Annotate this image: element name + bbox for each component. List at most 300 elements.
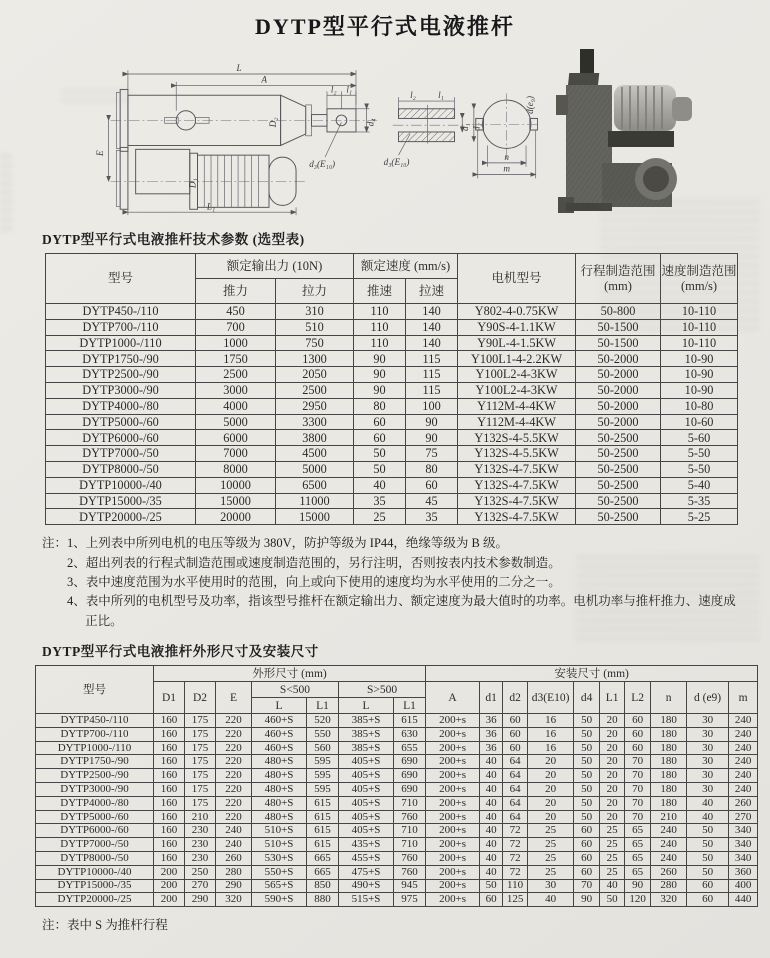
value-cell: 5000 — [196, 414, 276, 430]
col-model: 型号 — [36, 666, 154, 714]
value-cell: 40 — [480, 852, 503, 866]
value-cell: 20 — [600, 741, 625, 755]
value-cell: 405+S — [339, 824, 394, 838]
value-cell: 595 — [307, 783, 339, 797]
value-cell: 480+S — [252, 783, 307, 797]
value-cell: Y100L2-4-3KW — [458, 382, 576, 398]
value-cell: 60 — [503, 741, 528, 755]
value-cell: 160 — [154, 755, 185, 769]
value-cell: Y132S-4-7.5KW — [458, 477, 576, 493]
value-cell: 595 — [307, 769, 339, 783]
photo-side-lug — [556, 95, 568, 115]
value-cell: 40 — [600, 879, 625, 893]
value-cell: 175 — [185, 783, 216, 797]
table-row — [46, 351, 738, 367]
value-cell: 60 — [574, 865, 600, 879]
value-cell: 240 — [729, 755, 758, 769]
table-row — [46, 382, 738, 398]
value-cell: 5-25 — [661, 509, 738, 525]
value-cell: 220 — [216, 783, 252, 797]
value-cell: 530+S — [252, 852, 307, 866]
value-cell: 280 — [651, 879, 687, 893]
model-cell: DYTP700-/110 — [46, 319, 196, 335]
value-cell: 240 — [729, 741, 758, 755]
model-cell: DYTP2500-/90 — [36, 769, 154, 783]
value-cell: 110 — [354, 335, 406, 351]
value-cell: 100 — [406, 398, 458, 414]
model-cell: DYTP7000-/50 — [36, 838, 154, 852]
model-cell: DYTP1000-/110 — [36, 741, 154, 755]
dim-label-E: E — [94, 150, 105, 157]
value-cell: 20 — [600, 727, 625, 741]
value-cell: 30 — [687, 741, 729, 755]
model-cell: DYTP450-/110 — [36, 714, 154, 728]
value-cell: 25 — [528, 824, 574, 838]
table-row — [36, 769, 758, 783]
value-cell: 115 — [406, 382, 458, 398]
col-d2: d2 — [503, 682, 528, 714]
value-cell: 210 — [651, 810, 687, 824]
model-cell: DYTP3000-/90 — [36, 783, 154, 797]
value-cell: 60 — [503, 714, 528, 728]
col-m: m — [729, 682, 758, 714]
value-cell: 36 — [480, 727, 503, 741]
value-cell: 10-110 — [661, 304, 738, 320]
value-cell: 510+S — [252, 824, 307, 838]
dim-label-d4: d₄ — [365, 118, 376, 127]
value-cell: 2500 — [276, 382, 354, 398]
notes-block — [42, 534, 748, 631]
value-cell: 45 — [406, 493, 458, 509]
value-cell: 6000 — [196, 430, 276, 446]
value-cell: 200+s — [426, 769, 480, 783]
value-cell: 550+S — [252, 865, 307, 879]
value-cell: 175 — [185, 755, 216, 769]
value-cell: 30 — [687, 727, 729, 741]
model-cell: DYTP6000-/60 — [46, 430, 196, 446]
value-cell: 240 — [729, 714, 758, 728]
value-cell: 435+S — [339, 838, 394, 852]
value-cell: 16 — [528, 741, 574, 755]
stroke-footnote: 注：表中 S 为推杆行程 — [42, 918, 168, 933]
value-cell: 385+S — [339, 727, 394, 741]
lower-flange-plate — [116, 150, 120, 206]
value-cell: 3000 — [196, 382, 276, 398]
value-cell: 64 — [503, 769, 528, 783]
col-push-speed: 推速 — [354, 279, 406, 304]
value-cell: 160 — [154, 727, 185, 741]
value-cell: 385+S — [339, 741, 394, 755]
col-L-gt: L — [339, 698, 394, 714]
selection-table-body — [46, 304, 738, 525]
col-L2: L2 — [625, 682, 651, 714]
value-cell: 110 — [503, 879, 528, 893]
value-cell: 240 — [216, 838, 252, 852]
value-cell: 200+s — [426, 893, 480, 907]
model-cell: DYTP8000-/50 — [46, 461, 196, 477]
value-cell: 690 — [394, 769, 426, 783]
value-cell: 50-2000 — [576, 382, 661, 398]
col-pull-speed: 拉速 — [406, 279, 458, 304]
value-cell: 5-50 — [661, 461, 738, 477]
photo-motor — [614, 85, 676, 131]
dim-label-l1: l₁ — [346, 84, 353, 95]
value-cell: 405+S — [339, 755, 394, 769]
value-cell: 60 — [625, 714, 651, 728]
table-row — [36, 810, 758, 824]
dim-label-L1: L₁ — [206, 201, 216, 212]
value-cell: 240 — [729, 769, 758, 783]
figure-row — [0, 41, 770, 219]
photo-pushrod-unit — [556, 49, 692, 213]
table-row — [46, 319, 738, 335]
value-cell: 460+S — [252, 727, 307, 741]
model-cell: DYTP4000-/80 — [36, 796, 154, 810]
value-cell: 2950 — [276, 398, 354, 414]
value-cell: 50 — [687, 838, 729, 852]
value-cell: 480+S — [252, 769, 307, 783]
value-cell: 175 — [185, 741, 216, 755]
value-cell: 230 — [185, 824, 216, 838]
col-d-e9: d (e9) — [687, 682, 729, 714]
value-cell: 515+S — [339, 893, 394, 907]
value-cell: 240 — [651, 824, 687, 838]
value-cell: 250 — [185, 865, 216, 879]
value-cell: 200 — [154, 879, 185, 893]
value-cell: 90 — [574, 893, 600, 907]
value-cell: Y132S-4-7.5KW — [458, 493, 576, 509]
value-cell: 50-2000 — [576, 398, 661, 414]
value-cell: 90 — [354, 367, 406, 383]
value-cell: 35 — [406, 509, 458, 525]
value-cell: 50 — [574, 714, 600, 728]
value-cell: 20 — [528, 796, 574, 810]
col-L1-lt: L1 — [307, 698, 339, 714]
value-cell: 60 — [503, 727, 528, 741]
value-cell: 180 — [651, 783, 687, 797]
table-row — [46, 430, 738, 446]
value-cell: 175 — [185, 769, 216, 783]
col-d3E10: d3(E10) — [528, 682, 574, 714]
value-cell: 510+S — [252, 838, 307, 852]
value-cell: 20 — [600, 796, 625, 810]
value-cell: 480+S — [252, 810, 307, 824]
table-row — [36, 879, 758, 893]
value-cell: 405+S — [339, 810, 394, 824]
value-cell: 2500 — [196, 367, 276, 383]
value-cell: 20 — [600, 810, 625, 824]
value-cell: 50 — [354, 446, 406, 462]
value-cell: 25 — [528, 852, 574, 866]
value-cell: 220 — [216, 769, 252, 783]
dim-label-de9: d(e₉) — [524, 95, 535, 114]
value-cell: 125 — [503, 893, 528, 907]
value-cell: 40 — [687, 810, 729, 824]
value-cell: 3800 — [276, 430, 354, 446]
value-cell: 450 — [196, 304, 276, 320]
value-cell: 180 — [651, 769, 687, 783]
col-D2: D2 — [185, 682, 216, 714]
value-cell: 360 — [729, 865, 758, 879]
note-item: 1、上列表中所列电机的电压等级为 380V，防护等级为 IP44，绝缘等级为 B 级。 — [67, 536, 508, 551]
value-cell: 50 — [687, 852, 729, 866]
value-cell: 520 — [307, 714, 339, 728]
value-cell: 210 — [185, 810, 216, 824]
value-cell: 565+S — [252, 879, 307, 893]
value-cell: 945 — [394, 879, 426, 893]
value-cell: 64 — [503, 810, 528, 824]
value-cell: 180 — [651, 796, 687, 810]
col-group-rated-speed: 额定速度 (mm/s) — [354, 254, 458, 279]
value-cell: 5000 — [276, 461, 354, 477]
value-cell: 40 — [480, 865, 503, 879]
value-cell: 25 — [528, 838, 574, 852]
photo-motor-collar — [608, 131, 674, 147]
dimensions-table — [35, 665, 758, 907]
value-cell: Y112M-4-4KW — [458, 414, 576, 430]
detail-label-l1: l₁ — [438, 90, 444, 101]
value-cell: 115 — [406, 367, 458, 383]
value-cell: 710 — [394, 796, 426, 810]
value-cell: 60 — [625, 727, 651, 741]
table-row — [36, 755, 758, 769]
value-cell: 35 — [354, 493, 406, 509]
value-cell: 615 — [307, 796, 339, 810]
value-cell: 240 — [729, 727, 758, 741]
table-row — [36, 714, 758, 728]
dim-label-L: L — [236, 63, 242, 74]
value-cell: 240 — [729, 783, 758, 797]
value-cell: 690 — [394, 755, 426, 769]
value-cell: 630 — [394, 727, 426, 741]
value-cell: 220 — [216, 714, 252, 728]
value-cell: 10000 — [196, 477, 276, 493]
value-cell: 50 — [480, 879, 503, 893]
value-cell: 60 — [406, 477, 458, 493]
value-cell: 200+s — [426, 824, 480, 838]
value-cell: Y132S-4-7.5KW — [458, 461, 576, 477]
value-cell: 50-2500 — [576, 477, 661, 493]
model-cell: DYTP700-/110 — [36, 727, 154, 741]
table-row — [46, 335, 738, 351]
value-cell: 60 — [574, 852, 600, 866]
col-group-outline: 外形尺寸 (mm) — [154, 666, 426, 682]
value-cell: 200+s — [426, 741, 480, 755]
value-cell: Y132S-4-5.5KW — [458, 446, 576, 462]
model-cell: DYTP10000-/40 — [46, 477, 196, 493]
value-cell: 160 — [154, 783, 185, 797]
value-cell: 460+S — [252, 714, 307, 728]
dimensions-table-head — [36, 666, 758, 714]
model-cell: DYTP20000-/25 — [46, 509, 196, 525]
dim-label-D2: D₂ — [267, 117, 278, 128]
col-push-force: 推力 — [196, 279, 276, 304]
value-cell: 405+S — [339, 783, 394, 797]
table-row — [36, 852, 758, 866]
notes-list — [67, 534, 748, 631]
value-cell: 220 — [216, 810, 252, 824]
value-cell: 615 — [307, 838, 339, 852]
value-cell: 290 — [185, 893, 216, 907]
value-cell: 180 — [651, 727, 687, 741]
value-cell: 175 — [185, 796, 216, 810]
value-cell: 750 — [276, 335, 354, 351]
speed-range-line2: (mm/s) — [680, 278, 718, 293]
value-cell: Y90L-4-1.5KW — [458, 335, 576, 351]
value-cell: 60 — [574, 824, 600, 838]
col-L1: L1 — [600, 682, 625, 714]
value-cell: 64 — [503, 796, 528, 810]
value-cell: 50-2000 — [576, 414, 661, 430]
value-cell: 65 — [625, 852, 651, 866]
table-row — [36, 783, 758, 797]
value-cell: 25 — [600, 852, 625, 866]
table-row — [36, 727, 758, 741]
value-cell: 4500 — [276, 446, 354, 462]
value-cell: 220 — [216, 727, 252, 741]
value-cell: 65 — [625, 838, 651, 852]
value-cell: 460+S — [252, 741, 307, 755]
value-cell: 200 — [154, 893, 185, 907]
value-cell: 340 — [729, 852, 758, 866]
value-cell: 50-800 — [576, 304, 661, 320]
value-cell: 480+S — [252, 755, 307, 769]
value-cell: 160 — [154, 714, 185, 728]
value-cell: 40 — [480, 810, 503, 824]
value-cell: 64 — [503, 755, 528, 769]
value-cell: 30 — [687, 755, 729, 769]
stroke-range-line1: 行程制造范围 — [580, 264, 656, 279]
table-row — [36, 838, 758, 852]
value-cell: 10-80 — [661, 398, 738, 414]
col-L-lt: L — [252, 698, 307, 714]
value-cell: 110 — [354, 304, 406, 320]
model-cell: DYTP8000-/50 — [36, 852, 154, 866]
value-cell: 16 — [528, 714, 574, 728]
value-cell: 11000 — [276, 493, 354, 509]
value-cell: 40 — [480, 783, 503, 797]
value-cell: 50 — [574, 727, 600, 741]
value-cell: 270 — [185, 879, 216, 893]
value-cell: 200+s — [426, 852, 480, 866]
col-pull-force: 拉力 — [276, 279, 354, 304]
value-cell: 60 — [625, 741, 651, 755]
col-A: A — [426, 682, 480, 714]
photo-rod-tip — [580, 49, 594, 75]
table-row — [46, 367, 738, 383]
note-item: 3、表中速度范围为水平使用时的范围，向上或向下使用的速度均为水平使用的二分之一。 — [67, 574, 561, 589]
model-cell: DYTP1750-/90 — [46, 351, 196, 367]
value-cell: 6500 — [276, 477, 354, 493]
col-model: 型号 — [46, 254, 196, 304]
value-cell: 200+s — [426, 755, 480, 769]
value-cell: 50 — [354, 461, 406, 477]
value-cell: 270 — [729, 810, 758, 824]
value-cell: 30 — [528, 879, 574, 893]
col-group-install: 安装尺寸 (mm) — [426, 666, 758, 682]
table-row — [46, 304, 738, 320]
value-cell: 615 — [307, 810, 339, 824]
value-cell: 160 — [154, 824, 185, 838]
value-cell: 510 — [276, 319, 354, 335]
selection-table-title: DYTP型平行式电液推杆技术参数 (选型表) — [42, 232, 305, 247]
dim-label-m: m — [503, 163, 511, 174]
value-cell: 110 — [354, 319, 406, 335]
detail-label-d3: d₃(E₁₀) — [383, 156, 410, 167]
table-row — [36, 796, 758, 810]
col-D1: D1 — [154, 682, 185, 714]
value-cell: 20 — [600, 783, 625, 797]
table-row — [46, 414, 738, 430]
value-cell: 70 — [625, 796, 651, 810]
detail-label-d2: d₂ — [471, 123, 482, 132]
value-cell: 200+s — [426, 783, 480, 797]
value-cell: 2050 — [276, 367, 354, 383]
value-cell: 40 — [687, 796, 729, 810]
value-cell: 180 — [651, 755, 687, 769]
value-cell: 50 — [574, 755, 600, 769]
value-cell: 20 — [600, 714, 625, 728]
value-cell: 490+S — [339, 879, 394, 893]
value-cell: 50 — [574, 783, 600, 797]
col-group-rated-force: 额定输出力 (10N) — [196, 254, 354, 279]
technical-drawing — [86, 45, 538, 217]
notes-label: 注： — [42, 536, 68, 551]
value-cell: 72 — [503, 838, 528, 852]
value-cell: 70 — [625, 769, 651, 783]
value-cell: 340 — [729, 838, 758, 852]
value-cell: 20 — [528, 810, 574, 824]
value-cell: 405+S — [339, 769, 394, 783]
value-cell: 50 — [574, 741, 600, 755]
value-cell: 25 — [600, 865, 625, 879]
value-cell: 240 — [651, 838, 687, 852]
value-cell: 25 — [600, 824, 625, 838]
model-cell: DYTP3000-/90 — [46, 382, 196, 398]
value-cell: 15000 — [276, 509, 354, 525]
table-row — [46, 461, 738, 477]
value-cell: 36 — [480, 741, 503, 755]
value-cell: 90 — [406, 414, 458, 430]
value-cell: 50-2000 — [576, 367, 661, 383]
leader-d3 — [325, 122, 341, 157]
value-cell: Y802-4-0.75KW — [458, 304, 576, 320]
value-cell: 700 — [196, 319, 276, 335]
value-cell: 40 — [528, 893, 574, 907]
value-cell: 405+S — [339, 796, 394, 810]
model-cell: DYTP6000-/60 — [36, 824, 154, 838]
value-cell: Y132S-4-7.5KW — [458, 509, 576, 525]
value-cell: 260 — [216, 852, 252, 866]
value-cell: 90 — [354, 351, 406, 367]
value-cell: 50-2500 — [576, 461, 661, 477]
value-cell: 160 — [154, 852, 185, 866]
table-row — [36, 824, 758, 838]
value-cell: 240 — [216, 824, 252, 838]
value-cell: 64 — [503, 783, 528, 797]
value-cell: 60 — [480, 893, 503, 907]
value-cell: 760 — [394, 865, 426, 879]
value-cell: 320 — [216, 893, 252, 907]
model-cell: DYTP7000-/50 — [46, 446, 196, 462]
page-title: DYTP型平行式电液推杆 — [255, 14, 515, 39]
value-cell: 615 — [394, 714, 426, 728]
value-cell: 10-90 — [661, 382, 738, 398]
value-cell: 50 — [687, 865, 729, 879]
model-cell: DYTP5000-/60 — [46, 414, 196, 430]
value-cell: 70 — [574, 879, 600, 893]
value-cell: 615 — [307, 824, 339, 838]
